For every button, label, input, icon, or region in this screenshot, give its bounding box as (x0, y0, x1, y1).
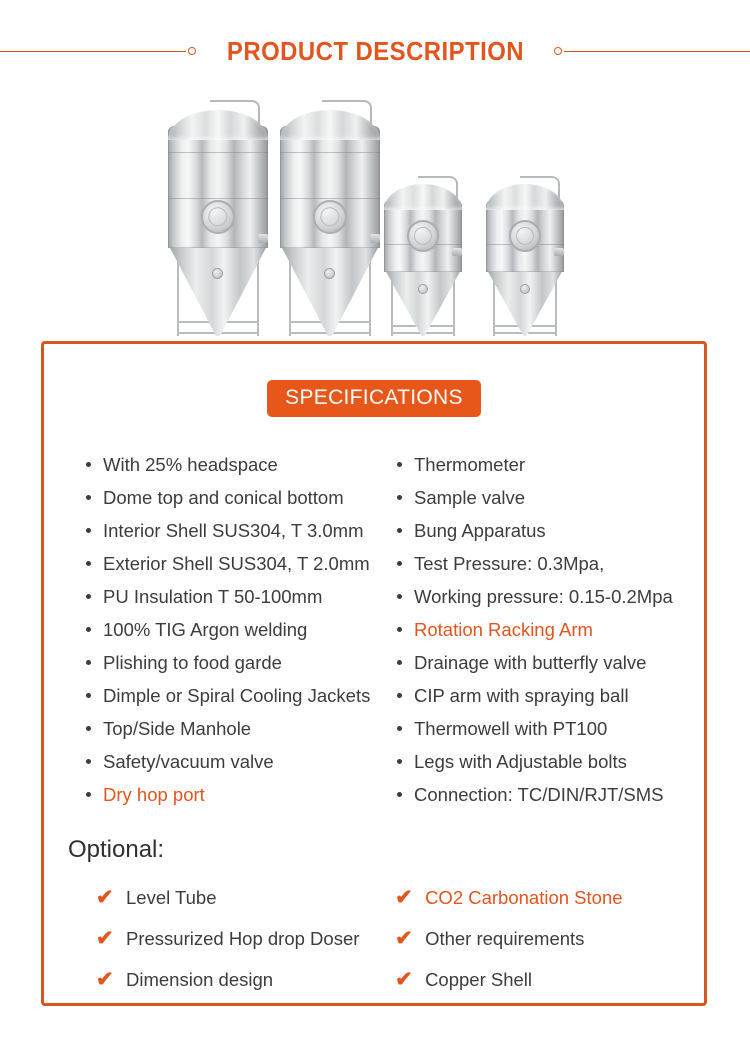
spec-list-item: 100% TIG Argon welding (82, 613, 393, 646)
spec-list-item: Rotation Racking Arm (393, 613, 704, 646)
tank-manhole (313, 200, 347, 234)
checkmark-icon: ✔ (395, 968, 413, 991)
spec-list-item: With 25% headspace (82, 448, 393, 481)
product-image-fermenter-tanks (0, 96, 750, 336)
small-fermenter-2 (486, 120, 564, 336)
spec-list-item: Dimple or Spiral Cooling Jackets (82, 679, 393, 712)
specifications-panel (41, 341, 707, 1006)
specifications-columns (44, 448, 704, 811)
header-dot-right-icon (554, 47, 562, 55)
spec-list-item: Thermometer (393, 448, 704, 481)
optional-left-list (94, 877, 393, 1000)
optional-list-item: ✔ Level Tube (94, 877, 393, 918)
header-rule-right (564, 51, 750, 52)
optional-heading: Optional: (68, 836, 165, 863)
checkmark-icon: ✔ (395, 886, 413, 909)
large-fermenter-2 (280, 96, 380, 336)
tank-band (280, 152, 380, 153)
tank-bottom-valve (520, 284, 530, 294)
tank-band (280, 198, 380, 199)
spec-list-item: PU Insulation T 50-100mm (82, 580, 393, 613)
tank-band (168, 198, 268, 199)
tank-nozzle (370, 234, 380, 243)
checkmark-icon: ✔ (96, 886, 114, 909)
tank-nozzle (258, 234, 268, 243)
large-fermenter-1 (168, 96, 268, 336)
spec-list-item: Working pressure: 0.15-0.2Mpa (393, 580, 704, 613)
spec-list-item: Thermowell with PT100 (393, 712, 704, 745)
tank-manhole (201, 200, 235, 234)
spec-list-item: Bung Apparatus (393, 514, 704, 547)
spec-list-item: Dome top and conical bottom (82, 481, 393, 514)
specifications-left-list (82, 448, 393, 811)
specifications-left-column (44, 448, 393, 811)
checkmark-icon: ✔ (395, 927, 413, 950)
optional-list-item: ✔ Pressurized Hop drop Doser (94, 918, 393, 959)
tank-bottom-valve (418, 284, 428, 294)
optional-left-column (44, 877, 393, 1000)
spec-list-item: Exterior Shell SUS304, T 2.0mm (82, 547, 393, 580)
optional-list-item: ✔ Copper Shell (393, 959, 704, 1000)
optional-list-item: ✔ CO2 Carbonation Stone (393, 877, 704, 918)
spec-list-item: Connection: TC/DIN/RJT/SMS (393, 778, 704, 811)
spec-list-item: Interior Shell SUS304, T 3.0mm (82, 514, 393, 547)
product-description-header (0, 30, 750, 72)
spec-list-item: Sample valve (393, 481, 704, 514)
tank-band (168, 152, 268, 153)
checkmark-icon: ✔ (96, 927, 114, 950)
specifications-right-column (393, 448, 704, 811)
spec-list-item: CIP arm with spraying ball (393, 679, 704, 712)
optional-list-item: ✔ Dimension design (94, 959, 393, 1000)
specifications-badge-wrap (44, 380, 704, 417)
specifications-badge: SPECIFICATIONS (267, 380, 481, 417)
spec-list-item: Legs with Adjustable bolts (393, 745, 704, 778)
page-title: PRODUCT DESCRIPTION (226, 35, 524, 66)
optional-list-item: ✔ Other requirements (393, 918, 704, 959)
optional-columns (44, 877, 704, 1000)
optional-right-list (393, 877, 704, 1000)
tank-nozzle (554, 248, 564, 256)
tank-manhole (509, 220, 541, 252)
spec-list-item: Safety/vacuum valve (82, 745, 393, 778)
optional-right-column (393, 877, 704, 1000)
specifications-right-list (393, 448, 704, 811)
spec-list-item: Plishing to food garde (82, 646, 393, 679)
header-dot-left-icon (188, 47, 196, 55)
spec-list-item: Top/Side Manhole (82, 712, 393, 745)
tank-bottom-valve (212, 268, 223, 279)
spec-list-item: Dry hop port (82, 778, 393, 811)
small-fermenter-1 (384, 120, 462, 336)
spec-list-item: Test Pressure: 0.3Mpa, (393, 547, 704, 580)
tank-bottom-valve (324, 268, 335, 279)
spec-list-item: Drainage with butterfly valve (393, 646, 704, 679)
header-rule-left (0, 51, 186, 52)
tank-manhole (407, 220, 439, 252)
checkmark-icon: ✔ (96, 968, 114, 991)
tank-nozzle (452, 248, 462, 256)
